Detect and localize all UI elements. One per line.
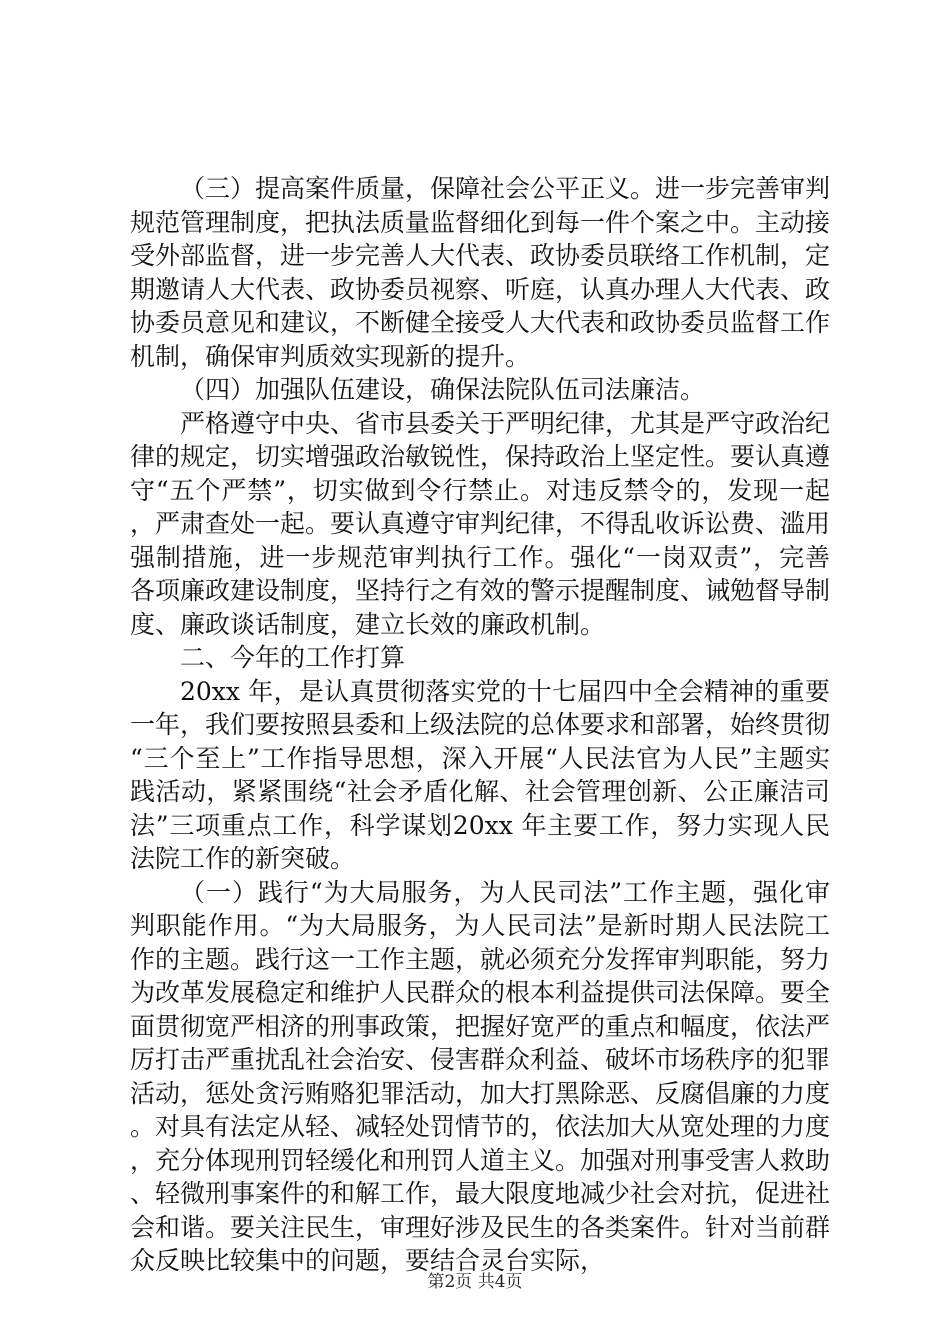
page-footer: 第2页 共4页 bbox=[427, 1272, 523, 1292]
document-body bbox=[130, 172, 830, 1278]
paragraph-section-four-heading: （四）加强队伍建设，确保法院队伍司法廉洁。 bbox=[180, 375, 706, 404]
section-two-heading: 二、今年的工作打算 bbox=[180, 643, 406, 672]
paragraph-year-plan: 20xx 年，是认真贯彻落实党的十七届四中全会精神的重要一年，我们要按照县委和上级法院的总体要求和部署，始终贯彻“三个至上”工作指导思想，深入开展“人民法官为人民”主题实践活动，紧紧围绕“社会矛盾化解、社会管理创新、公正廉洁司法”三项重点工作，科学谋划20xx 年主要工作，努力实现人民法院工作的新突破。 bbox=[130, 676, 831, 873]
paragraph-section-three: （三）提高案件质量，保障社会公平正义。进一步完善审判规范管理制度，把执法质量监督细化到每一件个案之中。主动接受外部监督，进一步完善人大代表、政协委员联络工作机制，定期邀请人大代表、政协委员视察、听庭，认真办理人大代表、政协委员意见和建议，不断健全接受人大代表和政协委员监督工作机制，确保审判质效实现新的提升。 bbox=[130, 174, 831, 371]
paragraph-discipline: 严格遵守中央、省市县委关于严明纪律，尤其是严守政治纪律的规定，切实增强政治敏锐性，保持政治上坚定性。要认真遵守“五个严禁”，切实做到令行禁止。对违反禁令的，发现一起，严肃查处一起。要认真遵守审判纪律，不得乱收诉讼费、滥用强制措施，进一步规范审判执行工作。强化“一岗双责”，完善各项廉政建设制度，坚持行之有效的警示提醒制度、诫勉督导制度、廉政谈话制度，建立长效的廉政机制。 bbox=[130, 408, 831, 639]
paragraph-section-one: （一）践行“为大局服务，为人民司法”工作主题，强化审判职能作用。“为大局服务，为人民司法”是新时期人民法院工作的主题。践行这一工作主题，就必须充分发挥审判职能，努力为改革发展稳定和维护人民群众的根本利益提供司法保障。要全面贯彻宽严相济的刑事政策，把握好宽严的重点和幅度，依法严厉打击严重扰乱社会治安、侵害群众利益、破坏市场秩序的犯罪活动，惩处贪污贿赂犯罪活动，加大打黑除恶、反腐倡廉的力度。对具有法定从轻、减轻处罚情节的，依法加大从宽处理的力度，充分体现刑罚轻缓化和刑罚人道主义。加强对刑事受害人救助、轻微刑事案件的和解工作，最大限度地减少社会对抗，促进社会和谐。要关注民生，审理好涉及民生的各类案件。针对当前群众反映比较集中的问题，要结合灵台实际， bbox=[130, 877, 831, 1275]
